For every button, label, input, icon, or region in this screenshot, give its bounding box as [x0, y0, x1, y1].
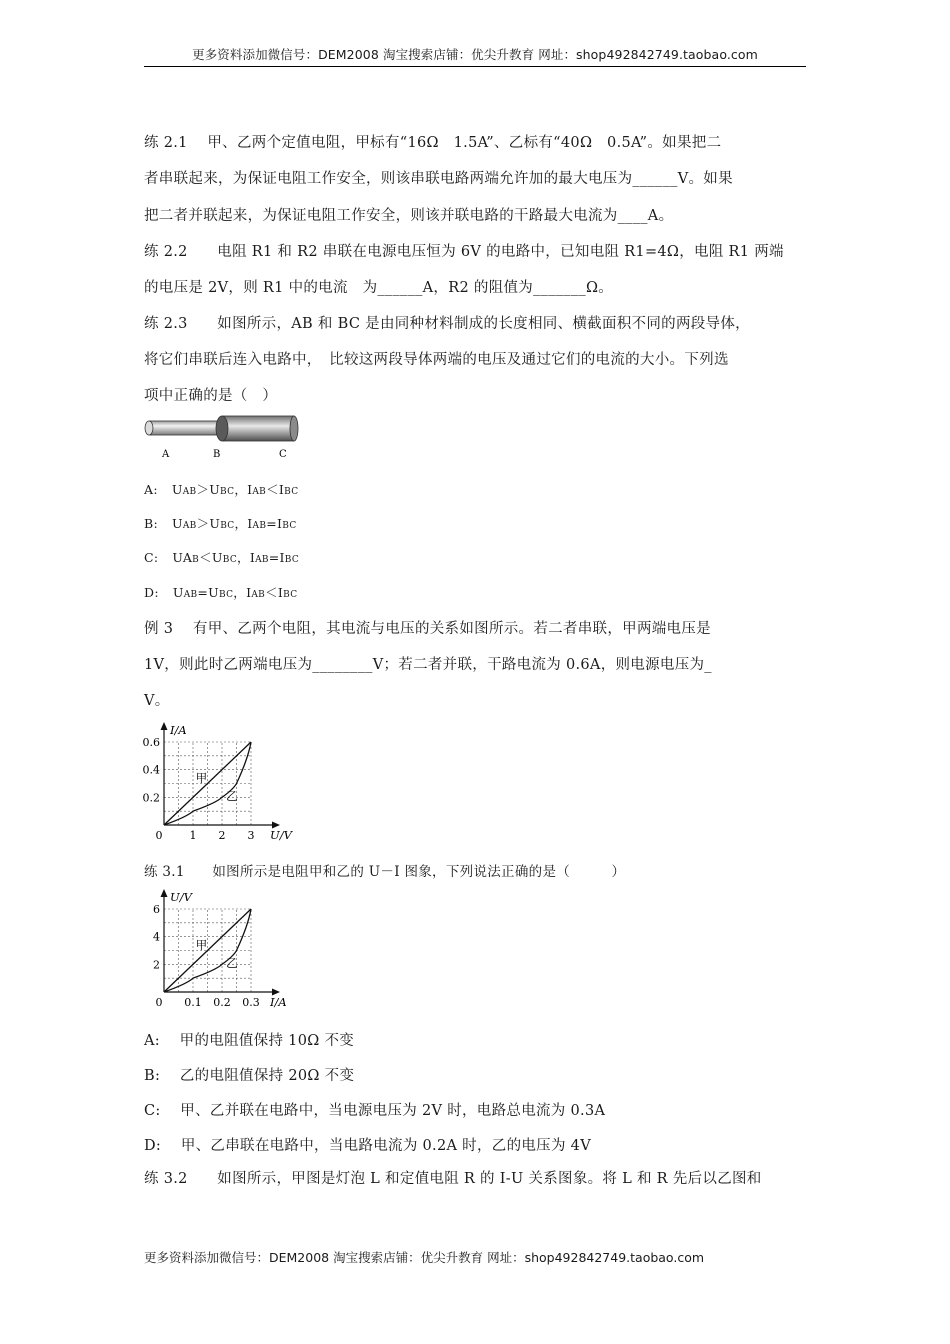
p23-line3: 项中正确的是（ ）: [144, 388, 278, 404]
series-jia-label: 甲: [195, 937, 208, 952]
ex3-line1: 例 3 有甲、乙两个电阻，其电流与电压的关系如图所示。若二者串联，甲两端电压是: [144, 621, 711, 637]
y-tick-label: 6: [153, 903, 160, 916]
conductor-label-b: B: [213, 449, 221, 460]
header-rule: [144, 66, 806, 67]
p31-option-a: A: 甲的电阻值保持 10Ω 不变: [144, 1033, 355, 1049]
series-yi-label: 乙: [226, 956, 238, 971]
p31-option-c: C: 甲、乙并联在电路中，当电源电压为 2V 时，电路总电流为 0.3A: [144, 1103, 606, 1119]
p23-option-a: A: UAB＞UBC，IAB＜IBC: [144, 482, 299, 497]
x-axis-label: U/V: [270, 828, 292, 842]
conductor-figure: [140, 412, 305, 464]
y-axis-arrow: [161, 722, 168, 730]
ex3-line2: 1V，则此时乙两端电压为________V；若二者并联，干路电流为 0.6A，则电源电压为_: [144, 657, 712, 673]
y-tick-label: 2: [153, 958, 160, 972]
p22-line1: 练 2.2 电阻 R1 和 R2 串联在电源电压恒为 6V 的电路中，已知电阻 R1=4Ω，电阻 R1 两端: [144, 244, 784, 260]
x-tick-label: 0.1: [184, 996, 202, 1009]
y-tick-label: 0.2: [142, 791, 160, 805]
x-tick-label: 0.2: [213, 996, 231, 1009]
conductor-label-c: C: [279, 449, 287, 460]
p32-line1: 练 3.2 如图所示，甲图是灯泡 L 和定值电阻 R 的 I-U 关系图象。将 L 和 R 先后以乙图和: [144, 1171, 762, 1187]
page-header: 更多资料添加微信号：DEM2008 淘宝搜索店铺：优尖升教育 网址：shop492842749.taobao.com: [192, 47, 758, 62]
y-tick-label: 0.6: [142, 736, 160, 749]
y-axis-arrow: [161, 889, 168, 897]
p21-line1: 练 2.1 甲、乙两个定值电阻，甲标有“16Ω 1.5A”、乙标有“40Ω 0.5A”。如果把二: [144, 135, 722, 151]
series-yi-label: 乙: [226, 789, 238, 804]
y-axis-label: U/V: [170, 890, 192, 904]
x-tick-label: 3: [247, 829, 255, 842]
p31-line1: 练 3.1 如图所示是电阻甲和乙的 U－I 图象，下列说法正确的是（ ）: [144, 864, 626, 880]
x-tick-label: 0: [155, 829, 163, 842]
x-axis-label: I/A: [270, 995, 287, 1009]
p22-line2: 的电压是 2V，则 R1 中的电流 为______A，R2 的阻值为_______Ω。: [144, 280, 614, 296]
p21-line2: 者串联起来，为保证电阻工作安全，则该串联电路两端允许加的最大电压为______V。如果: [144, 171, 733, 187]
series-jia-label: 甲: [195, 770, 208, 785]
y-axis-label: I/A: [170, 723, 187, 737]
x-tick-label: 0.3: [242, 996, 260, 1009]
page-footer: 更多资料添加微信号：DEM2008 淘宝搜索店铺：优尖升教育 网址：shop492842749.taobao.com: [144, 1250, 705, 1265]
p23-line1: 练 2.3 如图所示，AB 和 BC 是由同种材料制成的长度相同、横截面积不同的两段导体，: [144, 316, 750, 332]
p23-line2: 将它们串联后连入电路中， 比较这两段导体两端的电压及通过它们的电流的大小。下列选: [144, 352, 729, 368]
x-tick-label: 1: [189, 829, 197, 842]
p31-option-b: B: 乙的电阻值保持 20Ω 不变: [144, 1068, 355, 1084]
ex3-line3: V。: [144, 693, 170, 709]
p23-option-d: D: UAB=UBC，IAB＜IBC: [144, 585, 298, 600]
x-tick-label: 2: [218, 829, 226, 842]
p31-option-d: D: 甲、乙串联在电路中，当电路电流为 0.2A 时，乙的电压为 4V: [144, 1138, 591, 1154]
y-tick-label: 4: [153, 930, 160, 944]
ui-chart: [140, 882, 300, 1012]
y-tick-label: 0.4: [142, 763, 160, 777]
conductor-label-a: A: [162, 449, 170, 460]
x-tick-label: 0: [155, 996, 163, 1009]
iu-chart: [140, 715, 300, 845]
p23-option-c: C: UAB＜UBC，IAB=IBC: [144, 550, 300, 565]
p21-line3: 把二者并联起来，为保证电阻工作安全，则该并联电路的干路最大电流为____A。: [144, 208, 674, 224]
p23-option-b: B: UAB＞UBC，IAB=IBC: [144, 516, 297, 531]
